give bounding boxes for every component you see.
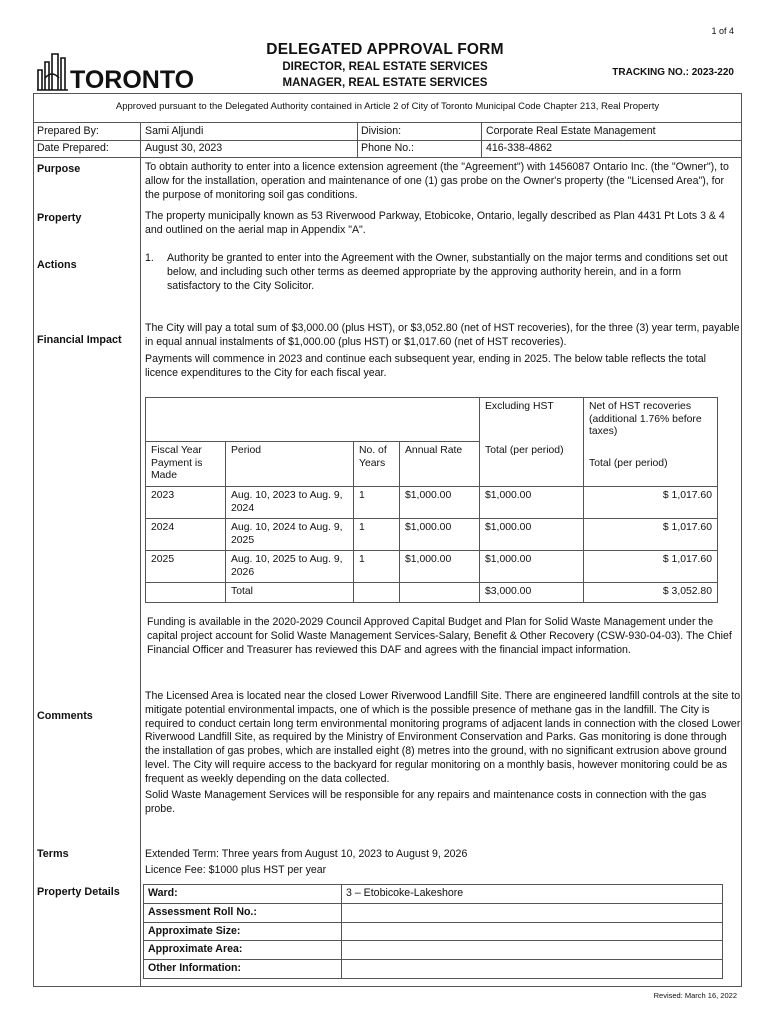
cell-rate: $1,000.00: [400, 487, 480, 519]
cell-rate: $1,000.00: [400, 519, 480, 551]
table-row: [146, 398, 718, 442]
cell-rate: $1,000.00: [400, 551, 480, 583]
col-fiscal-year: Fiscal Year Payment is Made: [146, 442, 226, 487]
cell-period: Aug. 10, 2024 to Aug. 9, 2025: [226, 519, 354, 551]
cell-net: $ 1,017.60: [584, 551, 718, 583]
revision-date: Revised: March 16, 2022: [653, 991, 737, 1000]
comments-para-2: Solid Waste Management Services will be responsible for any repairs and maintenance costs in connection with the gas probe.: [145, 789, 707, 815]
other-information-label: Other Information:: [144, 960, 342, 979]
table-row: [144, 885, 723, 904]
action-text: Authority be granted to enter into the Agreement with the Owner, substantially on the major terms and conditions set out below, and including such other terms as deemed appropriate by the approving authority herein, and in a form satisfactory to the City Solicitor.: [167, 252, 728, 292]
table-row: [144, 903, 723, 922]
cell-years: 1: [354, 487, 400, 519]
assessment-roll-value: [342, 903, 723, 922]
cell-net: $ 1,017.60: [584, 519, 718, 551]
approval-statement: Approved pursuant to the Delegated Authority contained in Article 2 of City of Toronto Municipal Code Chapter 213, Real Property: [115, 101, 660, 112]
table-row: [146, 519, 718, 551]
prepared-by-label: Prepared By:: [37, 125, 99, 137]
date-prepared-label: Date Prepared:: [37, 142, 109, 154]
total-net-hst: $ 3,052.80: [584, 583, 718, 603]
terms-line-1: Extended Term: Three years from August 10, 2023 to August 9, 2026: [145, 848, 468, 860]
total-label: Total: [226, 583, 354, 603]
date-prepared-value: August 30, 2023: [145, 142, 223, 154]
cell-total: $1,000.00: [480, 551, 584, 583]
col-total: Total (per period): [480, 442, 584, 487]
financial-para-2: Payments will commence in 2023 and continue each subsequent year, ending in 2025. The below table reflects the total licence expenditures to the City for each fiscal year.: [145, 353, 707, 379]
cell-year: 2025: [146, 551, 226, 583]
cell-years: 1: [354, 551, 400, 583]
cell-total: $1,000.00: [480, 487, 584, 519]
excluding-hst-header: Excluding HST: [480, 398, 584, 442]
table-row: [146, 583, 718, 603]
terms-label: Terms: [37, 848, 69, 860]
ward-label: Ward:: [144, 885, 342, 904]
terms-line-2: Licence Fee: $1000 plus HST per year: [145, 864, 327, 876]
page-number: 1 of 4: [711, 26, 734, 36]
approximate-area-value: [342, 941, 723, 960]
cell-period: Aug. 10, 2023 to Aug. 9, 2024: [226, 487, 354, 519]
col-annual-rate: Annual Rate: [400, 442, 480, 487]
financial-para-1: The City will pay a total sum of $3,000.00 (plus HST), or $3,052.80 (net of HST recoveries), for the three (3) year term, payable in equal annual instalments of $1,000.00 (plus HST) or $1,017.60 (net of HST recoveries).: [145, 322, 740, 348]
funding-text: Funding is available in the 2020-2029 Council Approved Capital Budget and Plan for Solid Waste Management under the capital project account for Solid Waste Management Services-Salary, Benefit & Other Recovery (CSW-930-04-03). The Chief Financial Officer and Treasurer has reviewed this DAF and agrees with the financial impact information.: [147, 616, 732, 656]
property-text: The property municipally known as 53 Riverwood Parkway, Etobicoke, Ontario, legally described as Plan 4431 Pt Lots 3 & 4 and outlined on the aerial map in Appendix "A".: [145, 210, 725, 236]
toronto-logo: [36, 48, 195, 94]
property-label: Property: [37, 212, 82, 224]
col-period: Period: [226, 442, 354, 487]
table-row: [144, 960, 723, 979]
approximate-size-value: [342, 922, 723, 941]
approximate-area-label: Approximate Area:: [144, 941, 342, 960]
cell-period: Aug. 10, 2025 to Aug. 9, 2026: [226, 551, 354, 583]
actions-label: Actions: [37, 259, 77, 271]
cell-total: $1,000.00: [480, 519, 584, 551]
table-row: [144, 941, 723, 960]
assessment-roll-label: Assessment Roll No.:: [144, 903, 342, 922]
logo-wordmark: TORONTO: [70, 66, 195, 94]
divider: [357, 122, 358, 157]
col-total-net: Total (per period): [584, 442, 718, 487]
division-value: Corporate Real Estate Management: [486, 125, 656, 137]
ward-value: 3 – Etobicoke-Lakeshore: [342, 885, 723, 904]
purpose-text: To obtain authority to enter into a licence extension agreement (the "Agreement") with 1456087 Ontario Inc. (the "Owner"), to allow for the installation, operation and maintenance of one (1) gas probe on the Owner's property (the "Licensed Area"), for the purpose of monitoring soil gas conditions.: [145, 161, 729, 201]
action-number: 1.: [145, 252, 154, 264]
col-years: No. of Years: [354, 442, 400, 487]
tracking-number: [612, 66, 734, 79]
approximate-size-label: Approximate Size:: [144, 922, 342, 941]
financial-impact-label: Financial Impact: [37, 334, 122, 346]
comments-para-1: The Licensed Area is located near the closed Lower Riverwood Landfill Site. There are engineered landfill controls at the site to mitigate potential environmental impacts, one of which is the possible presence of methane gas in the landfill. The City is required to conduct certain long term environmental monitoring programs of adjacent lands in connection with the closed Lower Riverwood Landfill Site, as required by the Ministry of Environment Conservation and Parks. Gas monitoring is done through the installation of gas probes, which are installed eight (8) metres into the ground, with no significant extrusion above ground level. The City will require access to the backyard for regular monitoring on a monthly basis, however monitoring could be as frequent as weekly depending on the data collected.: [145, 690, 741, 785]
property-details-table: [143, 884, 723, 979]
table-row: [146, 442, 718, 487]
tracking-value: 2023-220: [691, 67, 734, 78]
cell-year: 2024: [146, 519, 226, 551]
other-information-value: [342, 960, 723, 979]
form-subtitle-line1: DIRECTOR, REAL ESTATE SERVICES: [282, 61, 488, 73]
comments-label: Comments: [37, 710, 93, 722]
division-label: Division:: [361, 125, 402, 137]
cell-net: $ 1,017.60: [584, 487, 718, 519]
phone-value: 416-338-4862: [486, 142, 552, 154]
form-subtitle-line2: MANAGER, REAL ESTATE SERVICES: [282, 77, 488, 89]
property-details-label: Property Details: [37, 886, 120, 898]
net-hst-header: Net of HST recoveries (additional 1.76% before taxes): [584, 398, 718, 442]
label-column-divider: [140, 122, 141, 987]
table-row: [146, 551, 718, 583]
phone-label: Phone No.:: [361, 142, 415, 154]
financial-table: [145, 397, 718, 603]
tracking-label: TRACKING NO.:: [612, 67, 689, 78]
table-row: [146, 487, 718, 519]
form-title: DELEGATED APPROVAL FORM: [266, 41, 504, 58]
prepared-by-value: Sami Aljundi: [145, 125, 204, 137]
divider: [481, 122, 482, 157]
total-excluding-hst: $3,000.00: [480, 583, 584, 603]
cell-years: 1: [354, 519, 400, 551]
purpose-label: Purpose: [37, 163, 81, 175]
table-row: [144, 922, 723, 941]
cell-year: 2023: [146, 487, 226, 519]
